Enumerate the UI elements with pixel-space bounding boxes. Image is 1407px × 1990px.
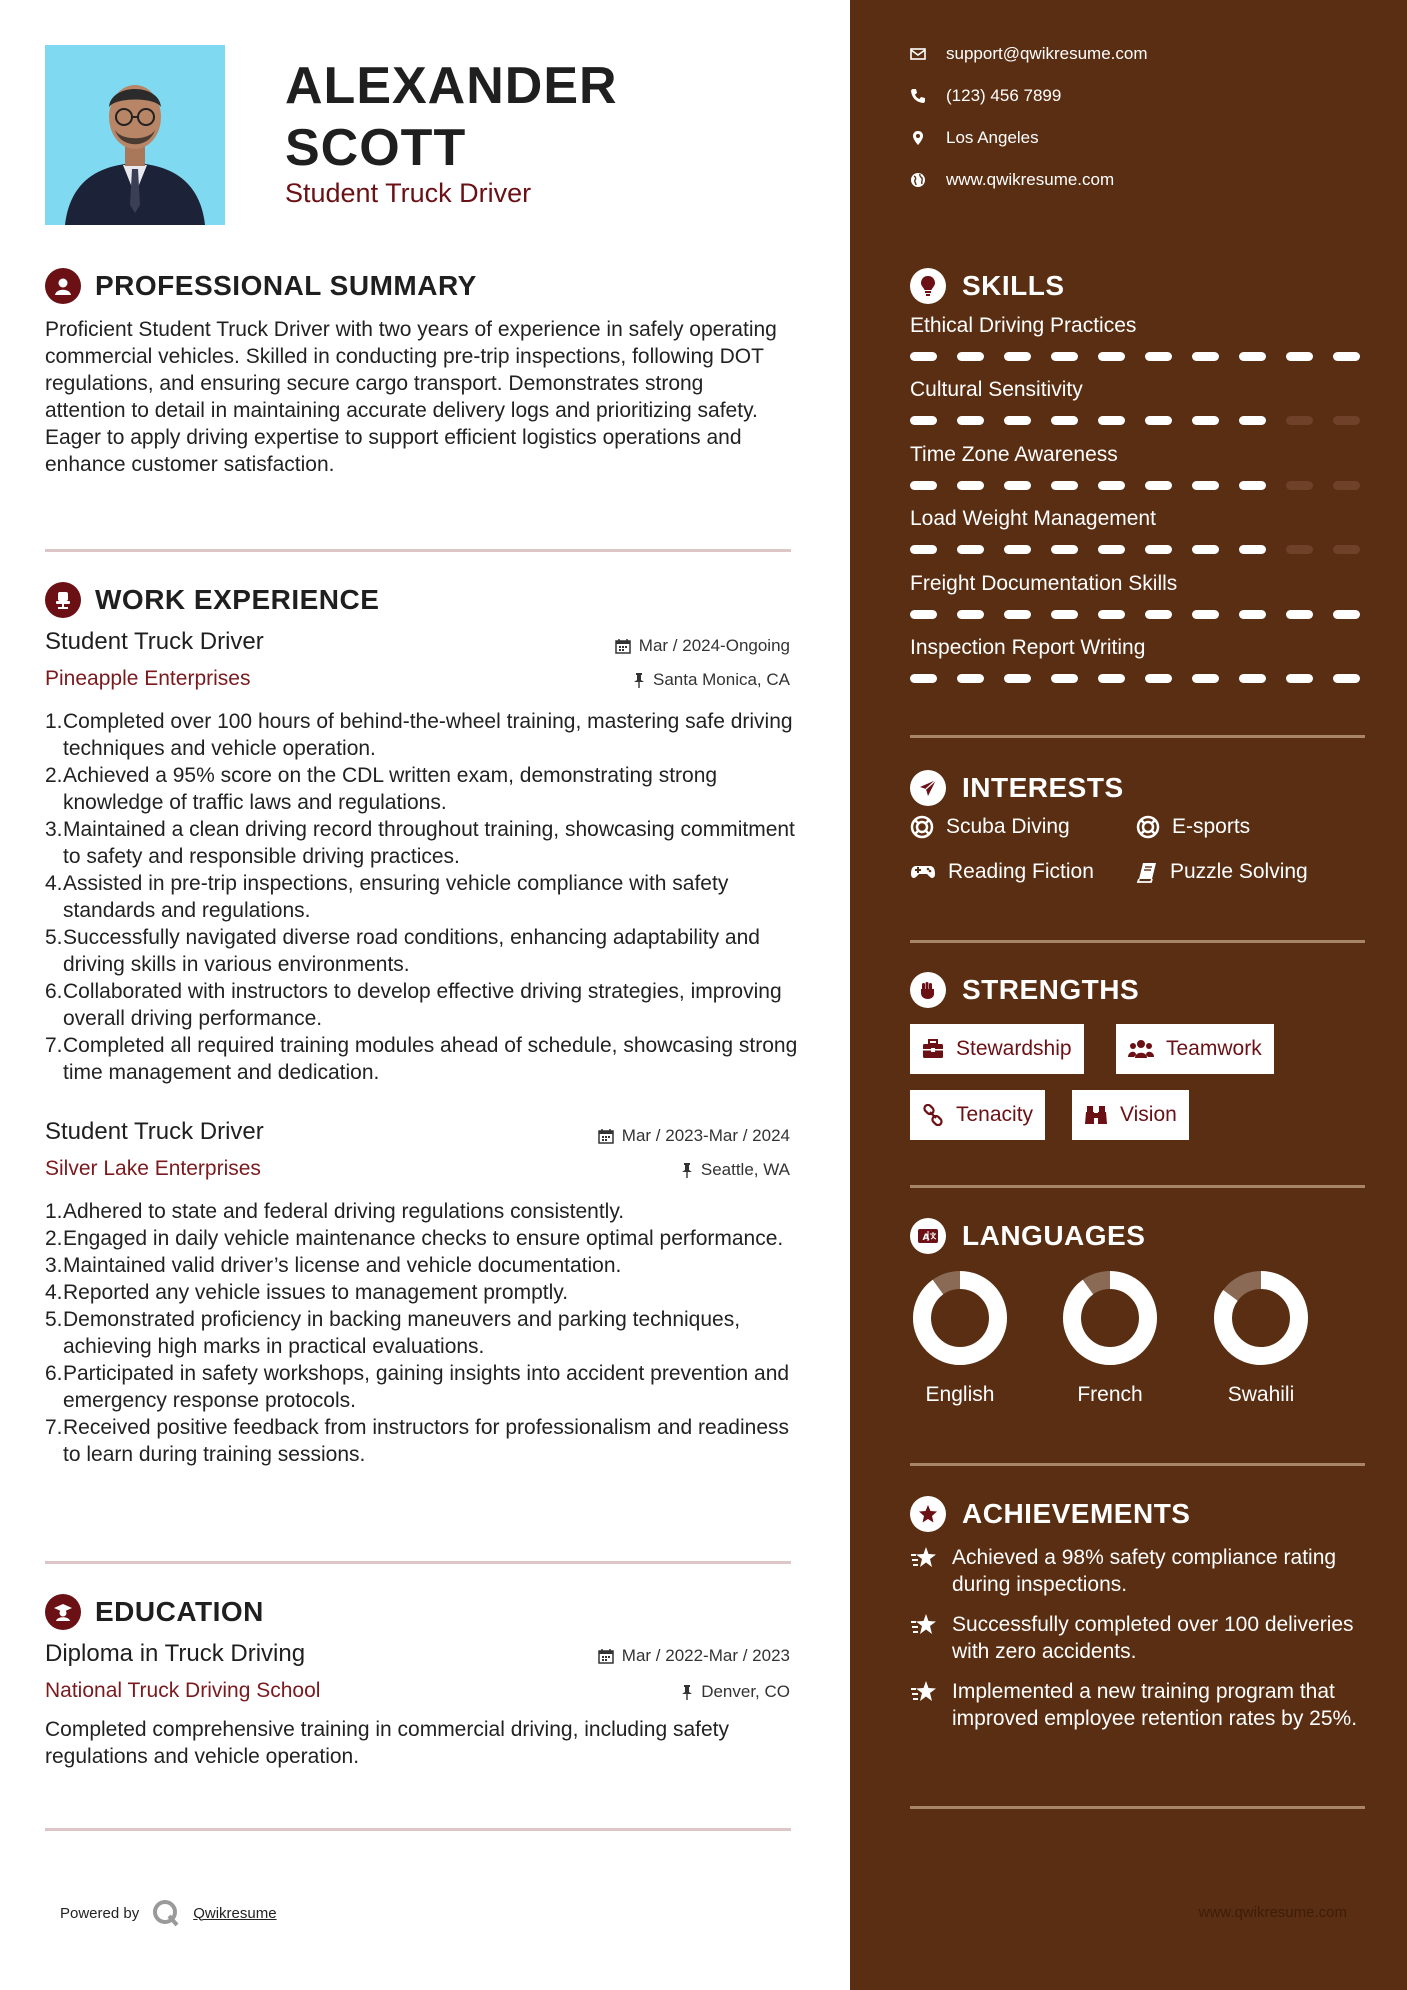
contact-phone[interactable]: (123) 456 7899: [910, 86, 1061, 106]
section-divider: [45, 1561, 791, 1564]
achievement-item: Implemented a new training program that improved employee retention rates by 25%.: [910, 1678, 1370, 1732]
achievement-item: Successfully completed over 100 deliveries with zero accidents.: [910, 1611, 1370, 1665]
strength-badge: Vision: [1072, 1090, 1189, 1140]
section-divider: [45, 549, 791, 552]
chair-icon: [45, 582, 81, 618]
skill-dash: [1145, 545, 1172, 554]
calendar-icon: [598, 1648, 614, 1664]
skill-rating: [910, 416, 1370, 425]
skill-dash: [1286, 674, 1313, 683]
summary-heading: PROFESSIONAL SUMMARY: [45, 268, 477, 304]
skill-dash: [1145, 352, 1172, 361]
language-item: English: [890, 1268, 1030, 1407]
interest-item: Reading Fiction: [910, 860, 1094, 884]
lifebuoy-icon: [1136, 815, 1160, 839]
company-name: Silver Lake Enterprises: [45, 1157, 261, 1180]
skill-dash: [1098, 545, 1125, 554]
interest-item: Puzzle Solving: [1136, 860, 1308, 884]
list-item: 2. Engaged in daily vehicle maintenance checks to ensure optimal performance.: [45, 1227, 784, 1250]
skill-item: Ethical Driving Practices: [910, 314, 1370, 361]
skill-item: Time Zone Awareness: [910, 443, 1370, 490]
paper-plane-icon: [910, 770, 946, 806]
skill-dash: [1286, 352, 1313, 361]
skill-dash: [1239, 416, 1266, 425]
powered-by: Powered by Qwikresume: [60, 1898, 277, 1928]
education-date: Mar / 2022-Mar / 2023: [598, 1646, 790, 1666]
skill-dash: [1098, 674, 1125, 683]
skill-rating: [910, 481, 1370, 490]
interest-item: E-sports: [1136, 815, 1250, 839]
skill-item: Inspection Report Writing: [910, 636, 1370, 683]
skill-rating: [910, 674, 1370, 683]
globe-icon: [910, 172, 926, 188]
skill-dash: [1051, 610, 1078, 619]
skill-dash: [1051, 481, 1078, 490]
lightbulb-icon: [910, 268, 946, 304]
link-icon: [922, 1104, 944, 1126]
strength-badge: Teamwork: [1116, 1024, 1274, 1074]
achievements-heading: ACHIEVEMENTS: [910, 1496, 1190, 1532]
job-title: Student Truck Driver: [45, 628, 264, 655]
skill-dash: [1286, 610, 1313, 619]
job-location: Santa Monica, CA: [633, 670, 790, 690]
skill-dash: [1333, 610, 1360, 619]
skill-dash: [1098, 416, 1125, 425]
envelope-icon: [910, 46, 926, 62]
skill-dash: [910, 545, 937, 554]
skill-dash: [957, 481, 984, 490]
list-item: 4. Reported any vehicle issues to management promptly.: [45, 1281, 569, 1304]
list-item: 2. Achieved a 95% score on the CDL written exam, demonstrating strong knowledge of traffic laws and regulations.: [45, 764, 718, 814]
pin-icon: [681, 1684, 693, 1700]
skill-dash: [1333, 545, 1360, 554]
skill-dash: [1192, 610, 1219, 619]
job-date: Mar / 2023-Mar / 2024: [598, 1126, 790, 1146]
skill-dash: [1004, 610, 1031, 619]
candidate-role: Student Truck Driver: [285, 178, 532, 208]
skill-rating: [910, 352, 1370, 361]
job-bullets: [45, 1198, 805, 1468]
star-icon: [910, 1546, 938, 1570]
binoculars-icon: [1084, 1104, 1108, 1126]
skill-dash: [957, 416, 984, 425]
skill-dash: [1051, 545, 1078, 554]
lifebuoy-icon: [910, 815, 934, 839]
candidate-name: ALEXANDER SCOTT: [285, 57, 618, 177]
job-date: Mar / 2024-Ongoing: [615, 636, 790, 656]
briefcase-icon: [922, 1039, 944, 1059]
skill-dash: [1004, 352, 1031, 361]
skill-dash: [1004, 674, 1031, 683]
pin-icon: [633, 672, 645, 688]
skill-dash: [1004, 545, 1031, 554]
fist-icon: [910, 972, 946, 1008]
language-item: French: [1040, 1268, 1180, 1407]
skill-dash: [910, 481, 937, 490]
skill-dash: [1333, 481, 1360, 490]
skill-dash: [1098, 610, 1125, 619]
skill-dash: [1145, 674, 1172, 683]
skill-dash: [1286, 416, 1313, 425]
skill-dash: [1145, 481, 1172, 490]
skill-dash: [1145, 416, 1172, 425]
language-ring: [1060, 1268, 1160, 1368]
skill-item: Cultural Sensitivity: [910, 378, 1370, 425]
education-heading: EDUCATION: [45, 1594, 264, 1630]
section-divider: [910, 1185, 1365, 1188]
list-item: 7. Received positive feedback from instructors for professionalism and readiness to learn during training sessions.: [45, 1416, 790, 1466]
phone-icon: [910, 88, 926, 104]
section-divider: [910, 1806, 1365, 1809]
skill-dash: [910, 352, 937, 361]
experience-heading: WORK EXPERIENCE: [45, 582, 379, 618]
skill-dash: [1333, 352, 1360, 361]
skill-dash: [910, 416, 937, 425]
list-item: 1. Completed over 100 hours of behind-the-wheel training, mastering safe driving techniques and vehicle operation.: [45, 710, 793, 760]
skill-dash: [1051, 674, 1078, 683]
list-item: 3. Maintained a clean driving record throughout training, showcasing commitment to safety and responsible driving practices.: [45, 818, 795, 868]
skill-dash: [957, 352, 984, 361]
skill-dash: [1286, 545, 1313, 554]
skill-dash: [1192, 416, 1219, 425]
strengths-heading: STRENGTHS: [910, 972, 1139, 1008]
ring-fill: [922, 1280, 998, 1356]
list-item: 6. Collaborated with instructors to develop effective driving strategies, improving overall driving performance.: [45, 980, 782, 1030]
skill-dash: [1004, 416, 1031, 425]
skill-dash: [1051, 416, 1078, 425]
languages-heading: A LANGUAGES: [910, 1218, 1145, 1254]
language-ring: [1211, 1268, 1311, 1368]
contact-email[interactable]: support@qwikresume.com: [910, 44, 1148, 64]
map-marker-icon: [910, 130, 926, 146]
skill-dash: [1239, 352, 1266, 361]
skill-dash: [1192, 481, 1219, 490]
skill-dash: [1239, 674, 1266, 683]
skill-dash: [1333, 674, 1360, 683]
job-title: Student Truck Driver: [45, 1118, 264, 1145]
list-item: 1. Adhered to state and federal driving regulations consistently.: [45, 1200, 625, 1223]
list-item: 5. Demonstrated proficiency in backing maneuvers and parking techniques, achieving high marks in practical evaluations.: [45, 1308, 741, 1358]
contact-website[interactable]: www.qwikresume.com: [910, 170, 1114, 190]
language-ring: [910, 1268, 1010, 1368]
book-icon: [1136, 861, 1158, 883]
company-name: Pineapple Enterprises: [45, 667, 251, 690]
star-icon: [910, 1613, 938, 1637]
skill-dash: [1051, 352, 1078, 361]
list-item: 5. Successfully navigated diverse road conditions, enhancing adaptability and driving skills in various environments.: [45, 926, 760, 976]
language-item: Swahili: [1191, 1268, 1331, 1407]
list-item: 4. Assisted in pre-trip inspections, ensuring vehicle compliance with safety standards and regulations.: [45, 872, 729, 922]
svg-text:A: A: [922, 1233, 930, 1243]
qwikresume-link[interactable]: Qwikresume: [193, 1904, 277, 1922]
skill-item: Freight Documentation Skills: [910, 572, 1370, 619]
skill-dash: [1239, 481, 1266, 490]
summary-text: Proficient Student Truck Driver with two years of experience in safely operating commercial vehicles. Skilled in conducting pre-trip inspections, following DOT regulations, and ensuring secure cargo transport. Demonstrates strong attention to detail in maintaining accurate delivery logs and prioritizing safety. Eager to apply driving expertise to support efficient logistics operations and enhance customer satisfaction.: [45, 318, 777, 476]
interests-heading: INTERESTS: [910, 770, 1124, 806]
section-divider: [910, 940, 1365, 943]
skill-dash: [1239, 545, 1266, 554]
list-item: 3. Maintained valid driver’s license and vehicle documentation.: [45, 1254, 622, 1277]
degree-title: Diploma in Truck Driving: [45, 1640, 306, 1667]
skill-dash: [957, 674, 984, 683]
skill-rating: [910, 545, 1370, 554]
ring-fill: [1072, 1280, 1148, 1356]
profile-photo: [45, 45, 225, 225]
section-divider: [910, 1463, 1365, 1466]
language-icon: [910, 1218, 946, 1254]
users-icon: [1128, 1039, 1154, 1059]
skill-dash: [1239, 610, 1266, 619]
skill-item: Load Weight Management: [910, 507, 1370, 554]
job-location: Seattle, WA: [681, 1160, 790, 1180]
achievement-item: Achieved a 98% safety compliance rating during inspections.: [910, 1544, 1370, 1598]
pin-icon: [681, 1162, 693, 1178]
skill-dash: [1192, 674, 1219, 683]
job-bullets: [45, 708, 805, 1086]
skill-dash: [910, 610, 937, 619]
list-item: 7. Completed all required training modules ahead of schedule, showcasing strong time management and dedication.: [45, 1034, 798, 1084]
skill-dash: [910, 674, 937, 683]
skill-dash: [1098, 352, 1125, 361]
calendar-icon: [615, 638, 631, 654]
education-location: Denver, CO: [681, 1682, 790, 1702]
section-divider: [910, 735, 1365, 738]
interest-item: Scuba Diving: [910, 815, 1070, 839]
skill-dash: [1004, 481, 1031, 490]
skill-dash: [1192, 545, 1219, 554]
qwikresume-logo-icon: [151, 1898, 181, 1928]
skill-dash: [1286, 481, 1313, 490]
skill-dash: [1333, 416, 1360, 425]
user-icon: [45, 268, 81, 304]
skills-heading: SKILLS: [910, 268, 1065, 304]
school-name: National Truck Driving School: [45, 1679, 321, 1702]
skill-dash: [957, 545, 984, 554]
skill-dash: [1145, 610, 1172, 619]
star-badge-icon: [910, 1496, 946, 1532]
gamepad-icon: [910, 862, 936, 882]
skill-dash: [957, 610, 984, 619]
graduate-icon: [45, 1594, 81, 1630]
list-item: 6. Participated in safety workshops, gaining insights into accident prevention and emergency response protocols.: [45, 1362, 790, 1412]
sidebar: [850, 0, 1407, 1990]
skill-dash: [1192, 352, 1219, 361]
strength-badge: Tenacity: [910, 1090, 1045, 1140]
section-divider: [45, 1828, 791, 1831]
skill-rating: [910, 610, 1370, 619]
contact-location: Los Angeles: [910, 128, 1039, 148]
education-description: Completed comprehensive training in commercial driving, including safety regulations and vehicle operation.: [45, 1718, 729, 1768]
star-icon: [910, 1680, 938, 1704]
skill-dash: [1098, 481, 1125, 490]
strength-badge: Stewardship: [910, 1024, 1084, 1074]
footer-site: www.qwikresume.com: [1198, 1904, 1347, 1921]
calendar-icon: [598, 1128, 614, 1144]
